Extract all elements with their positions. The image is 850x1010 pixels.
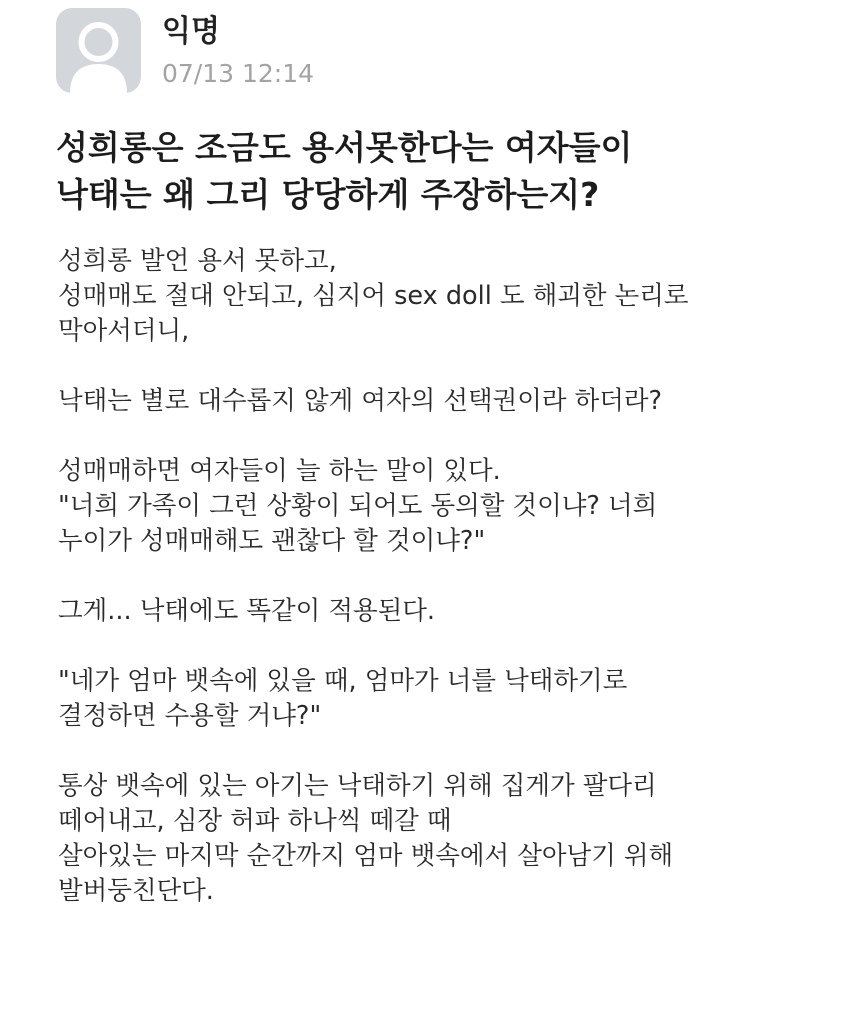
post-timestamp: 07/13 12:14 [162, 59, 315, 88]
body-text-line: 성희롱 발언 용서 못하고, [58, 246, 337, 276]
body-text-line: "네가 엄마 뱃속에 있을 때, 엄마가 너를 낙태하기로 [58, 666, 628, 696]
author-name: 익명 [162, 14, 220, 49]
body-text-line: 발버둥친단다. [58, 876, 214, 906]
body-text-line: 누이가 성매매해도 괜찮다 할 것이냐?" [58, 526, 486, 556]
post-title-line: 낙태는 왜 그리 당당하게 주장하는지? [56, 175, 600, 214]
body-text-line: 결정하면 수용할 거냐?" [58, 701, 322, 731]
paragraph-gap [58, 419, 828, 454]
body-text-line: 막아서더니, [58, 316, 190, 346]
avatar[interactable] [56, 8, 141, 93]
paragraph-gap [58, 559, 828, 594]
body-text-line: 낙태는 별로 대수롭지 않게 여자의 선택권이라 하더라? [58, 386, 663, 416]
post-body [58, 244, 828, 909]
post-title-line: 성희롱은 조금도 용서못한다는 여자들이 [56, 128, 633, 167]
paragraph-gap [58, 349, 828, 384]
body-text-line: "너희 가족이 그런 상황이 되어도 동의할 것이냐? 너희 [58, 491, 658, 521]
anonymous-user-icon [56, 8, 141, 93]
body-text-line: 성매매하면 여자들이 늘 하는 말이 있다. [58, 456, 501, 486]
body-text-line: 그게... 낙태에도 똑같이 적용된다. [58, 596, 435, 626]
body-text-line: 살아있는 마지막 순간까지 엄마 뱃속에서 살아남기 위해 [58, 841, 674, 871]
post-title [56, 124, 816, 218]
post-header [56, 8, 816, 98]
body-text-line: 통상 뱃속에 있는 아기는 낙태하기 위해 집게가 팔다리 [58, 771, 657, 801]
paragraph-gap [58, 629, 828, 664]
body-text-line: 떼어내고, 심장 허파 하나씩 떼갈 때 [58, 806, 452, 836]
paragraph-gap [58, 734, 828, 769]
body-text-line: 성매매도 절대 안되고, 심지어 sex doll 도 해괴한 논리로 [58, 281, 689, 311]
